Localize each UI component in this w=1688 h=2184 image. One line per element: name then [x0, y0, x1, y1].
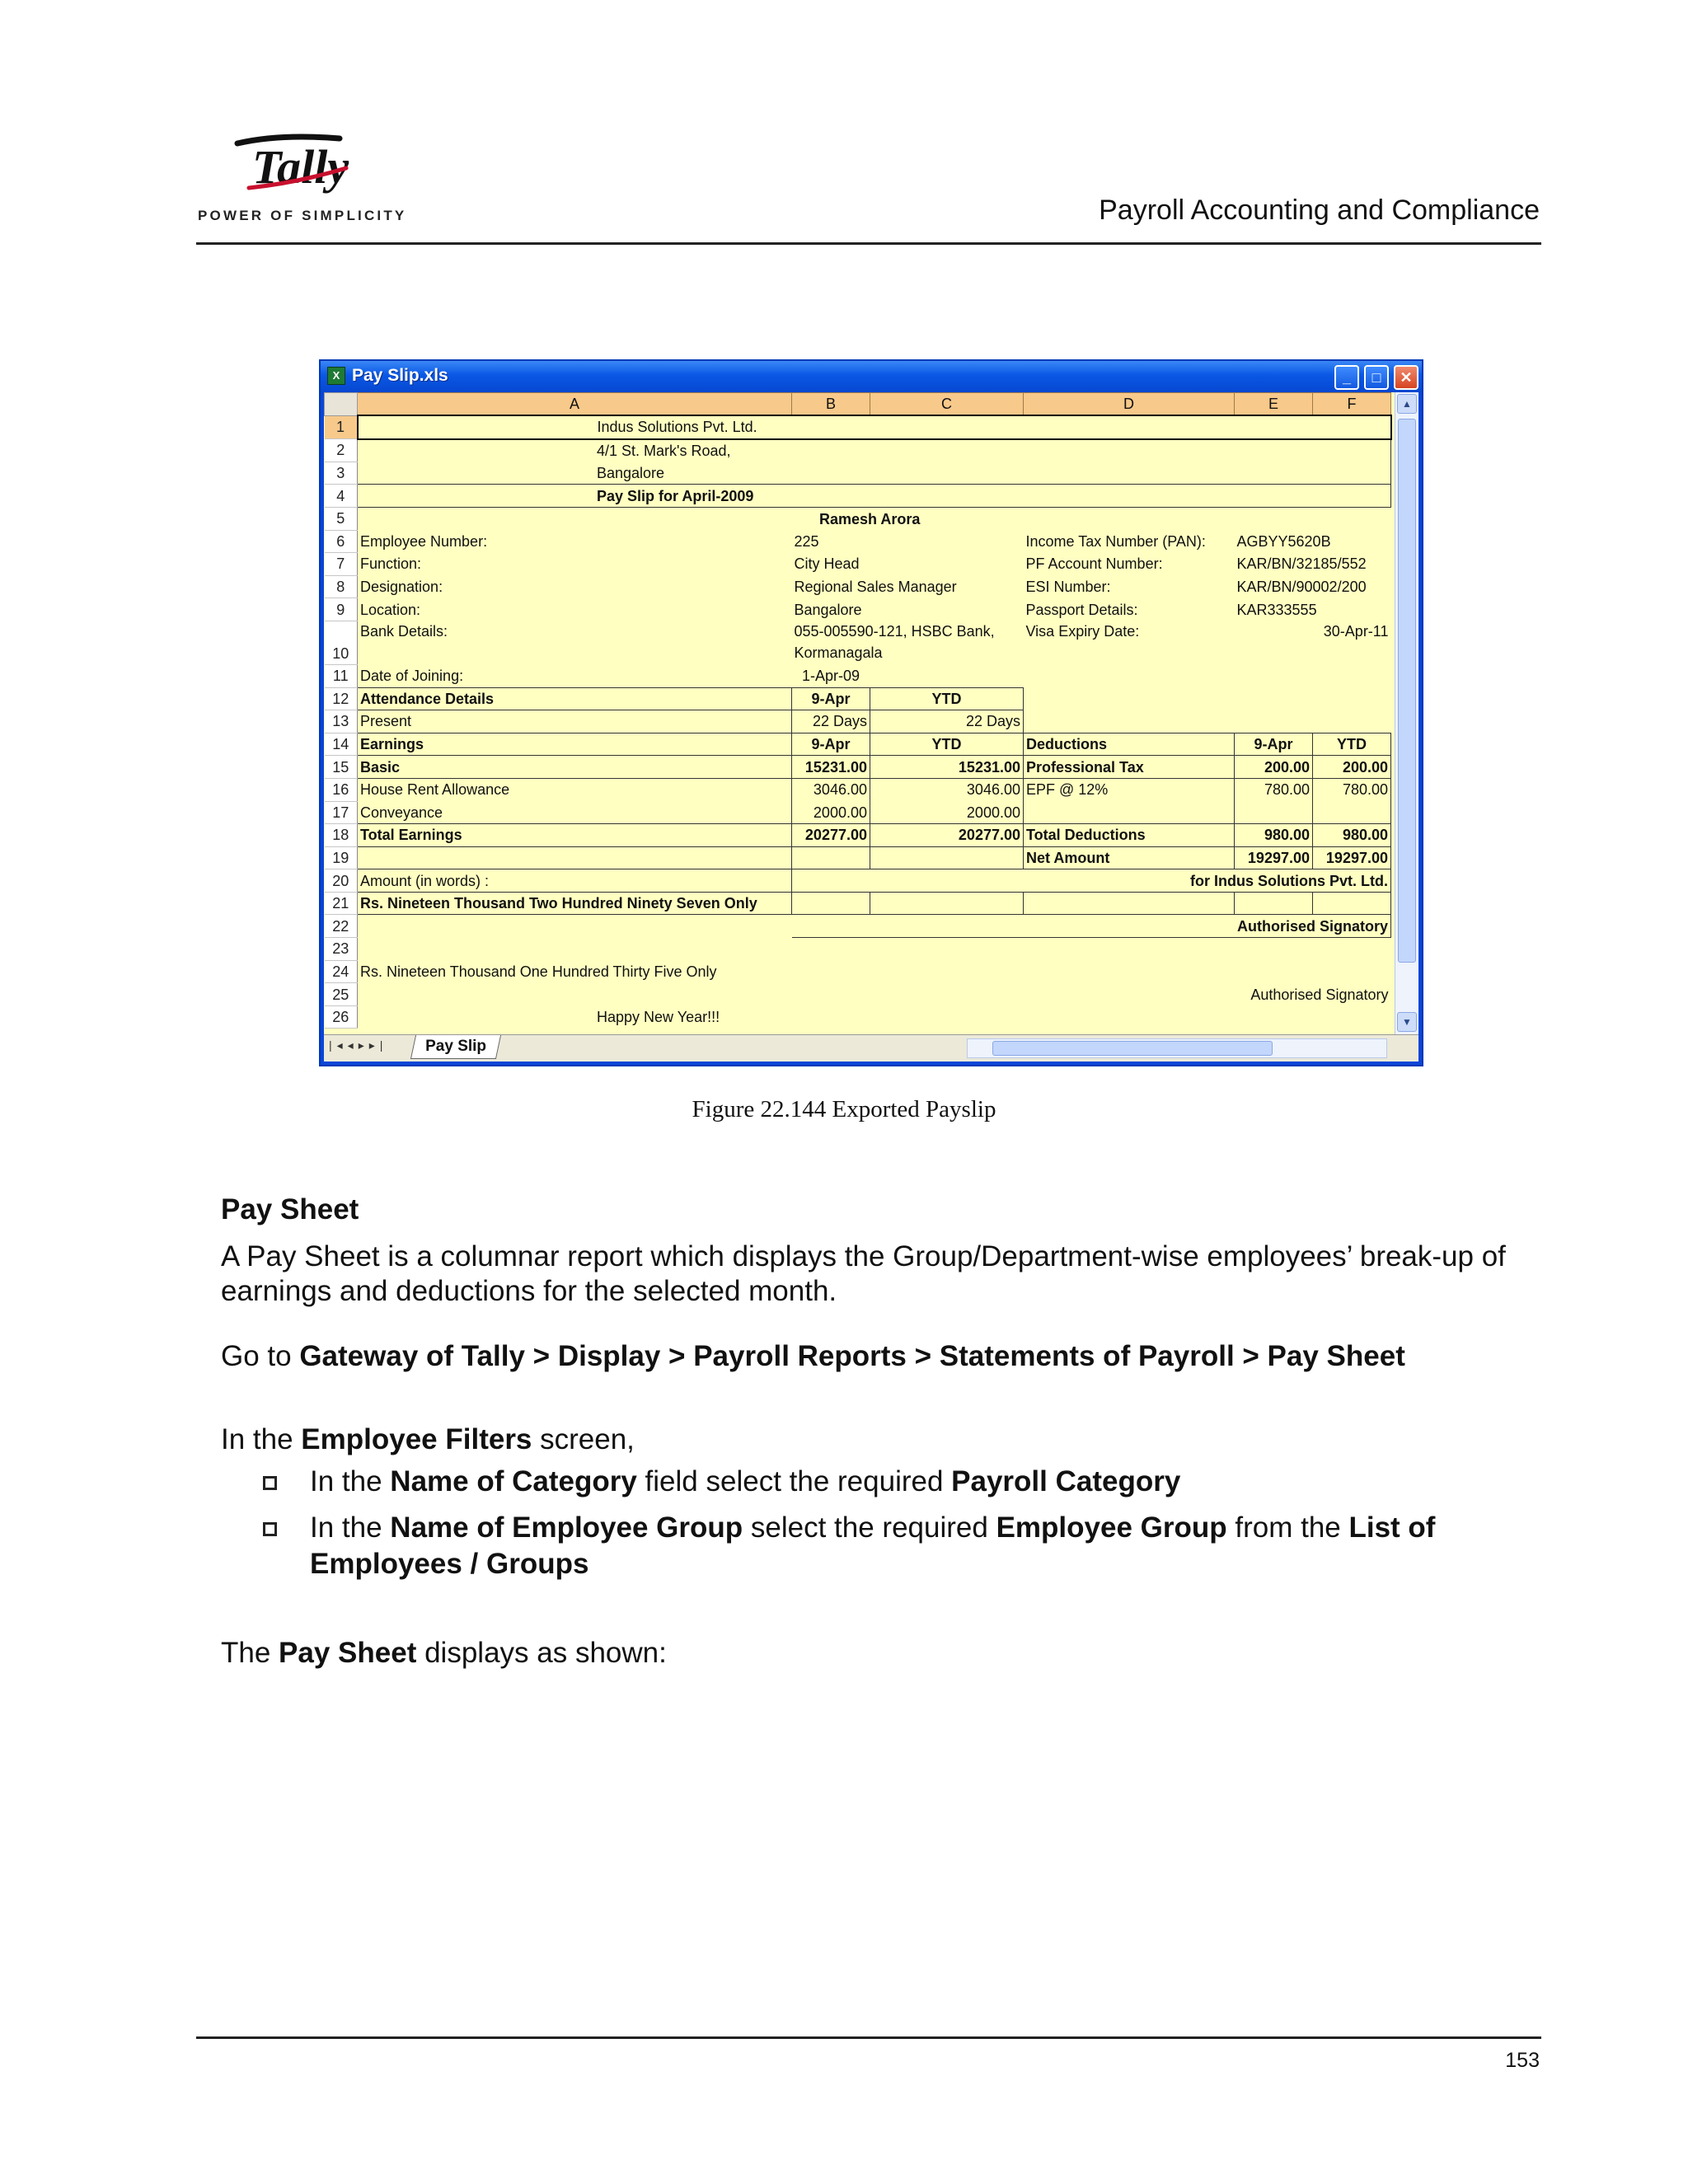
- row-header[interactable]: 24: [325, 960, 358, 983]
- column-header-b[interactable]: B: [792, 393, 870, 416]
- total-deductions-ytd-cell[interactable]: 980.00: [1313, 824, 1391, 847]
- deductions-col1-cell[interactable]: 9-Apr: [1235, 733, 1313, 756]
- earning-value-cell[interactable]: 15231.00: [792, 756, 870, 779]
- pf-cell[interactable]: KAR/BN/32185/552: [1236, 555, 1367, 573]
- row-header[interactable]: 6: [325, 530, 358, 553]
- cell-label[interactable]: Function:: [360, 555, 422, 573]
- attendance-col1-cell[interactable]: 9-Apr: [792, 687, 870, 710]
- goto-prefix: Go to: [221, 1340, 300, 1372]
- deduction-ytd-cell[interactable]: 200.00: [1313, 756, 1391, 779]
- signatory-cell[interactable]: Authorised Signatory: [792, 915, 1391, 938]
- close-button[interactable]: ✕: [1394, 365, 1418, 390]
- cell-label[interactable]: Passport Details:: [1025, 601, 1138, 618]
- tab-navigation-icon[interactable]: |◂◂▸▸|: [329, 1038, 388, 1052]
- esi-cell[interactable]: KAR/BN/90002/200: [1236, 579, 1367, 596]
- employee-number-cell[interactable]: 225: [794, 532, 819, 550]
- earning-ytd-cell[interactable]: 15231.00: [870, 756, 1024, 779]
- total-deductions-label-cell[interactable]: Total Deductions: [1024, 824, 1235, 847]
- attendance-col2-cell[interactable]: YTD: [870, 687, 1024, 710]
- column-header-e[interactable]: E: [1235, 393, 1313, 416]
- row-header[interactable]: 23: [325, 938, 358, 961]
- row-header[interactable]: 2: [325, 439, 358, 462]
- greeting-cell[interactable]: Happy New Year!!!: [597, 1009, 720, 1026]
- visa-expiry-cell[interactable]: 30-Apr-11: [1323, 623, 1389, 640]
- cell-label[interactable]: Date of Joining:: [360, 667, 464, 684]
- page-number: 153: [1505, 2049, 1540, 2072]
- filters-screen-name: Employee Filters: [301, 1423, 532, 1455]
- menu-path: Gateway of Tally > Display > Payroll Reports > Statements of Payroll > Pay Sheet: [299, 1340, 1405, 1372]
- running-title: Payroll Accounting and Compliance: [1099, 194, 1540, 226]
- sheet-tab-label: Pay Slip: [425, 1038, 487, 1055]
- company-address-cell[interactable]: 4/1 St. Mark's Road,: [358, 439, 1391, 462]
- designation-cell[interactable]: Regional Sales Manager: [794, 579, 957, 596]
- figure-caption: Figure 22.144 Exported Payslip: [692, 1096, 996, 1122]
- footer-rule: [196, 2036, 1541, 2039]
- row-header[interactable]: 12: [325, 687, 358, 710]
- earning-ytd-cell[interactable]: 3046.00: [870, 778, 1024, 801]
- cell-label[interactable]: Bank Details:: [360, 623, 448, 640]
- tally-logo-mark: [231, 132, 354, 198]
- row-header[interactable]: 18: [325, 824, 358, 847]
- column-header-d[interactable]: D: [1024, 393, 1235, 416]
- cell-label[interactable]: Designation:: [360, 579, 443, 596]
- row-header[interactable]: 13: [325, 710, 358, 733]
- function-cell[interactable]: City Head: [794, 555, 860, 573]
- attendance-header-cell[interactable]: Attendance Details: [358, 687, 792, 710]
- row-header[interactable]: 9: [325, 598, 358, 621]
- column-header-c[interactable]: C: [870, 393, 1024, 416]
- net-amount-cell[interactable]: 19297.00: [1235, 846, 1313, 869]
- closing-paragraph: The Pay Sheet displays as shown:: [221, 1637, 667, 1669]
- row-header[interactable]: 16: [325, 778, 358, 801]
- employee-name-cell[interactable]: Ramesh Arora: [819, 510, 921, 527]
- signatory-cell-2[interactable]: Authorised Signatory: [1250, 986, 1389, 1003]
- worksheet-grid: [324, 392, 1392, 1029]
- cell-label[interactable]: PF Account Number:: [1025, 555, 1163, 573]
- earning-name-cell[interactable]: Basic: [358, 756, 792, 779]
- company-name-cell[interactable]: Indus Solutions Pvt. Ltd.: [358, 415, 1391, 439]
- list-item: In the Name of Category field select the required Payroll Category: [256, 1464, 1525, 1500]
- deductions-header-cell[interactable]: Deductions: [1024, 733, 1235, 756]
- scroll-up-icon[interactable]: ▲: [1397, 394, 1417, 414]
- amount-words-cell-2[interactable]: Rs. Nineteen Thousand One Hundred Thirty Five Only: [360, 963, 717, 980]
- window-title: Pay Slip.xls: [352, 366, 448, 385]
- section-heading: Pay Sheet: [221, 1193, 359, 1226]
- sheet-tab-pay-slip[interactable]: [410, 1035, 501, 1059]
- row-header[interactable]: 8: [325, 575, 358, 598]
- earnings-col1-cell[interactable]: 9-Apr: [792, 733, 870, 756]
- row-header[interactable]: 3: [325, 462, 358, 485]
- row-header[interactable]: 4: [325, 485, 358, 508]
- doj-cell[interactable]: 1-Apr-09: [801, 667, 860, 684]
- earning-ytd-cell[interactable]: 2000.00: [870, 801, 1024, 824]
- pan-cell[interactable]: AGBYY5620B: [1236, 532, 1331, 550]
- instruction-list: [256, 1464, 1525, 1592]
- maximize-button[interactable]: □: [1364, 365, 1389, 390]
- row-header[interactable]: 7: [325, 553, 358, 576]
- column-header-a[interactable]: A: [358, 393, 792, 416]
- vertical-scrollbar[interactable]: [1395, 392, 1418, 1037]
- cell-label[interactable]: Income Tax Number (PAN):: [1025, 532, 1206, 550]
- tally-logo: [198, 132, 407, 223]
- intro-paragraph: A Pay Sheet is a columnar report which displays the Group/Department-wise employees’ break-up of earnings and deductions for the selected month.: [221, 1240, 1506, 1307]
- minimize-button[interactable]: _: [1334, 365, 1359, 390]
- scroll-down-icon[interactable]: ▼: [1397, 1012, 1417, 1032]
- row-header[interactable]: 25: [325, 983, 358, 1006]
- excel-window: [319, 359, 1423, 1066]
- square-bullet-icon: [263, 1522, 277, 1536]
- total-earnings-cell[interactable]: 20277.00: [792, 824, 870, 847]
- passport-cell[interactable]: KAR333555: [1236, 601, 1317, 618]
- amount-words-label-cell[interactable]: Amount (in words) :: [358, 869, 792, 893]
- cell-label[interactable]: Location:: [360, 601, 421, 618]
- earning-name-cell[interactable]: House Rent Allowance: [358, 778, 792, 801]
- excel-file-icon: X: [327, 367, 345, 385]
- row-header[interactable]: 5: [325, 507, 358, 530]
- excel-titlebar[interactable]: [321, 361, 1422, 392]
- deduction-name-cell[interactable]: EPF @ 12%: [1024, 778, 1235, 801]
- row-header[interactable]: 14: [325, 733, 358, 756]
- row-header[interactable]: 10: [325, 621, 358, 664]
- logo-text: Tally: [252, 140, 349, 194]
- amount-words-cell[interactable]: Rs. Nineteen Thousand Two Hundred Ninety Seven Only: [358, 892, 792, 915]
- filters-suffix: screen,: [532, 1423, 635, 1455]
- horizontal-scroll-thumb[interactable]: [992, 1041, 1273, 1056]
- present-label-cell[interactable]: Present: [358, 710, 792, 733]
- row-header[interactable]: 22: [325, 915, 358, 938]
- bank-details-cell[interactable]: [792, 621, 1024, 664]
- horizontal-scrollbar[interactable]: [967, 1038, 1387, 1058]
- present-value-cell[interactable]: 22 Days: [792, 710, 870, 733]
- row-header[interactable]: 1: [325, 415, 358, 439]
- row-header[interactable]: 19: [325, 846, 358, 869]
- filters-prefix: In the: [221, 1423, 302, 1455]
- present-ytd-cell[interactable]: 22 Days: [870, 710, 1024, 733]
- column-header-f[interactable]: F: [1313, 393, 1391, 416]
- deduction-value-cell[interactable]: 780.00: [1235, 778, 1313, 801]
- earning-value-cell[interactable]: 2000.00: [792, 801, 870, 824]
- select-all-corner[interactable]: [325, 393, 358, 416]
- sheet-tab-bar: [324, 1034, 1418, 1062]
- filters-paragraph: [221, 1422, 1525, 1457]
- earnings-col2-cell[interactable]: YTD: [870, 733, 1024, 756]
- square-bullet-icon: [263, 1476, 277, 1490]
- row-header[interactable]: 20: [325, 869, 358, 893]
- for-company-cell[interactable]: for Indus Solutions Pvt. Ltd.: [792, 869, 1391, 893]
- cell-label[interactable]: ESI Number:: [1025, 579, 1111, 596]
- earning-value-cell[interactable]: 3046.00: [792, 778, 870, 801]
- header-rule: [196, 242, 1541, 245]
- row-header[interactable]: 21: [325, 892, 358, 915]
- bank-line-2: Kormanagala: [794, 644, 883, 662]
- deduction-value-cell[interactable]: 200.00: [1235, 756, 1313, 779]
- cell-label[interactable]: Visa Expiry Date:: [1025, 623, 1140, 640]
- deduction-ytd-cell[interactable]: 780.00: [1313, 778, 1391, 801]
- cell-label[interactable]: Employee Number:: [360, 532, 488, 550]
- goto-paragraph: [221, 1339, 1525, 1374]
- row-header[interactable]: 11: [325, 664, 358, 687]
- total-earnings-label-cell[interactable]: Total Earnings: [358, 824, 792, 847]
- bank-line-1: 055-005590-121, HSBC Bank,: [794, 623, 995, 640]
- vertical-scroll-thumb[interactable]: [1398, 419, 1416, 963]
- company-city-cell[interactable]: Bangalore: [358, 462, 1391, 485]
- row-header[interactable]: 17: [325, 801, 358, 824]
- worksheet-area: [324, 392, 1418, 1062]
- list-item: In the Name of Employee Group select the required Employee Group from the List of Employees / Groups: [256, 1510, 1525, 1582]
- earning-name-cell[interactable]: Conveyance: [358, 801, 792, 824]
- deductions-col2-cell[interactable]: YTD: [1313, 733, 1391, 756]
- location-cell[interactable]: Bangalore: [794, 601, 862, 618]
- net-amount-ytd-cell[interactable]: 19297.00: [1313, 846, 1391, 869]
- total-deductions-cell[interactable]: 980.00: [1235, 824, 1313, 847]
- deduction-name-cell[interactable]: Professional Tax: [1024, 756, 1235, 779]
- row-header[interactable]: 26: [325, 1005, 358, 1029]
- total-earnings-ytd-cell[interactable]: 20277.00: [870, 824, 1024, 847]
- logo-tagline: POWER OF SIMPLICITY: [198, 208, 407, 223]
- row-header[interactable]: 15: [325, 756, 358, 779]
- earnings-header-cell[interactable]: Earnings: [358, 733, 792, 756]
- payslip-title-cell[interactable]: Pay Slip for April-2009: [358, 485, 1391, 508]
- net-amount-label-cell[interactable]: Net Amount: [1024, 846, 1235, 869]
